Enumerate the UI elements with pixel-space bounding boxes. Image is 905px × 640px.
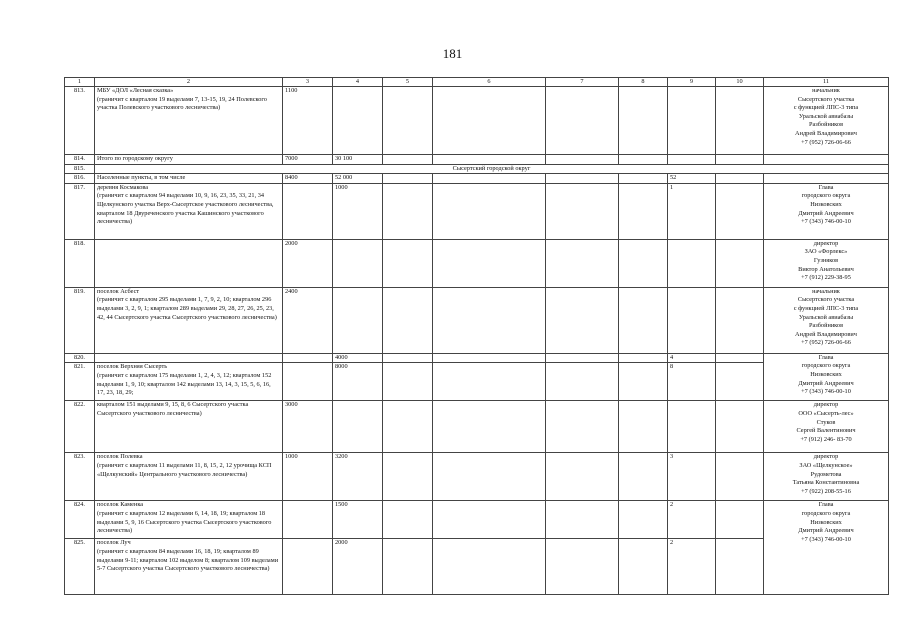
cell-col10 bbox=[716, 155, 764, 165]
cell-col7 bbox=[546, 174, 619, 184]
cell-col5 bbox=[383, 155, 433, 165]
table-row bbox=[65, 501, 889, 539]
cell-col4: 1500 bbox=[333, 501, 383, 539]
cell-col6 bbox=[433, 539, 546, 595]
responsible-contact: директор ООО «Сысерть-лес» Стуков Сергей Валентинович +7 (912) 246- 83-70 bbox=[764, 401, 889, 453]
cell-col6 bbox=[433, 353, 546, 363]
cell-col10 bbox=[716, 453, 764, 501]
cell-col7 bbox=[546, 353, 619, 363]
settlement-description: кварталом 151 выделами 9, 15, 8, 6 Сысертского участка Сысертского участкового лесничества) bbox=[95, 401, 283, 453]
settlement-description: МБУ «ДОЛ «Лесная сказка» (граничит с кварталом 19 выделами 7, 13-15, 19, 24 Полевского участка Полевского участкового лесничества) bbox=[95, 87, 283, 155]
cell-col8 bbox=[619, 353, 668, 363]
cell-col5 bbox=[383, 363, 433, 401]
row-number: 818. bbox=[65, 239, 95, 287]
settlement-description: Итого по городскому округу bbox=[95, 155, 283, 165]
cell-col8 bbox=[619, 174, 668, 184]
cell-col7 bbox=[546, 183, 619, 239]
column-header: 1 bbox=[65, 78, 95, 87]
cell-col5 bbox=[383, 353, 433, 363]
column-header: 6 bbox=[433, 78, 546, 87]
cell-col8 bbox=[619, 239, 668, 287]
cell-col3: 7000 bbox=[283, 155, 333, 165]
cell-col8 bbox=[619, 287, 668, 353]
header-row bbox=[65, 78, 889, 87]
column-header: 2 bbox=[95, 78, 283, 87]
column-header: 7 bbox=[546, 78, 619, 87]
cell-col8 bbox=[619, 539, 668, 595]
cell-col6 bbox=[433, 287, 546, 353]
row-number: 825. bbox=[65, 539, 95, 595]
cell-col3: 1100 bbox=[283, 87, 333, 155]
row-number: 819. bbox=[65, 287, 95, 353]
responsible-contact: директор ЗАО «Щелкунское» Рудометова Татьяна Константиновна +7 (922) 208-55-16 bbox=[764, 453, 889, 501]
table-row bbox=[65, 164, 889, 174]
cell-col4: 3200 bbox=[333, 453, 383, 501]
responsible-contact: директор ЗАО «Форлекс» Гузняков Виктор Анатольевич +7 (912) 229-38-95 bbox=[764, 239, 889, 287]
settlement-description: поселок Асбест (граничит с кварталом 295 выделами 1, 7, 9, 2, 10; кварталом 296 выделами 3, 2, 9, 1; кварталом 289 выделами 29, 28, 27, 26, 25, 23, 42, 44 Сысертского участка Сысертского участкового лесничества) bbox=[95, 287, 283, 353]
cell-col10 bbox=[716, 87, 764, 155]
table-row bbox=[65, 287, 889, 353]
cell-col5 bbox=[383, 453, 433, 501]
table-row bbox=[65, 453, 889, 501]
cell-col9 bbox=[668, 287, 716, 353]
table-row bbox=[65, 239, 889, 287]
cell-col7 bbox=[546, 453, 619, 501]
cell-col7 bbox=[546, 287, 619, 353]
responsible-contact: Глава городского округа Низковских Дмитрий Андреевич +7 (343) 746-00-10 bbox=[764, 183, 889, 239]
cell-col4: 52 000 bbox=[333, 174, 383, 184]
cell-col6 bbox=[433, 155, 546, 165]
cell-col7 bbox=[546, 501, 619, 539]
cell-col5 bbox=[383, 239, 433, 287]
row-number: 820. bbox=[65, 353, 95, 363]
cell-col7 bbox=[546, 239, 619, 287]
cell-col4: 2000 bbox=[333, 539, 383, 595]
row-number: 821. bbox=[65, 363, 95, 401]
settlement-description: поселок Луч (граничит с кварталом 84 выделами 16, 18, 19; кварталом 89 выделами 9-11; кварталом 102 выделом 8; кварталом 109 выделами 5-7 Сысертского участка Сысертского участкового лесничества) bbox=[95, 539, 283, 595]
table-row bbox=[65, 155, 889, 165]
cell-col9: 3 bbox=[668, 453, 716, 501]
settlement-description: поселок Верхняя Сысерть (граничит с кварталом 175 выделами 1, 2, 4, 3, 12; кварталом 152 выделами 1, 9, 10; кварталом 142 выделами 13, 14, 3, 15, 5, 6, 16, 17, 23, 18, 29; bbox=[95, 363, 283, 401]
cell-col3 bbox=[283, 353, 333, 363]
column-header: 3 bbox=[283, 78, 333, 87]
responsible-contact bbox=[764, 155, 889, 165]
cell-col9: 1 bbox=[668, 183, 716, 239]
cell-col3 bbox=[283, 539, 333, 595]
cell-col7 bbox=[546, 363, 619, 401]
cell-col9: 52 bbox=[668, 174, 716, 184]
page-number: 181 bbox=[442, 46, 463, 61]
cell-col9: 8 bbox=[668, 363, 716, 401]
cell-col5 bbox=[383, 174, 433, 184]
cell-col3: 8400 bbox=[283, 174, 333, 184]
cell-col6 bbox=[433, 174, 546, 184]
cell-col3: 3000 bbox=[283, 401, 333, 453]
cell-col6 bbox=[433, 453, 546, 501]
cell-col9: 2 bbox=[668, 501, 716, 539]
cell-col4: 30 100 bbox=[333, 155, 383, 165]
cell-col10 bbox=[716, 501, 764, 539]
settlement-description: деревня Космакова (граничит с кварталом 94 выделами 10, 9, 16, 23, 35, 33, 21, 34 Щелкунского участка Верх-Сысертское участкового лесничества, кварталом 18 Двуреченского участка Кашинского участкового лесничества) bbox=[95, 183, 283, 239]
cell-col5 bbox=[383, 501, 433, 539]
row-number: 817. bbox=[65, 183, 95, 239]
column-header: 9 bbox=[668, 78, 716, 87]
cell-col10 bbox=[716, 353, 764, 363]
cell-col9 bbox=[668, 155, 716, 165]
cell-col3: 1000 bbox=[283, 453, 333, 501]
settlement-description: поселок Каменка (граничит с кварталом 12 выделами 6, 14, 18, 19; кварталом 18 выделами 5, 9, 16 Сысертского участка Сысертского участкового лесничества) bbox=[95, 501, 283, 539]
cell-col3 bbox=[283, 183, 333, 239]
column-header: 5 bbox=[383, 78, 433, 87]
cell-col3 bbox=[283, 501, 333, 539]
column-header: 11 bbox=[764, 78, 889, 87]
cell-col5 bbox=[383, 539, 433, 595]
column-header: 10 bbox=[716, 78, 764, 87]
cell-col8 bbox=[619, 183, 668, 239]
row-number: 813. bbox=[65, 87, 95, 155]
row-number: 814. bbox=[65, 155, 95, 165]
cell-col10 bbox=[716, 401, 764, 453]
cell-col8 bbox=[619, 401, 668, 453]
cell-col6 bbox=[433, 363, 546, 401]
cell-col5 bbox=[383, 287, 433, 353]
responsible-contact: Глава городского округа Низковских Дмитрий Андреевич +7 (343) 746-00-10 bbox=[764, 501, 889, 595]
cell-col4 bbox=[333, 287, 383, 353]
cell-col4: 1000 bbox=[333, 183, 383, 239]
settlement-description bbox=[95, 239, 283, 287]
cell-col7 bbox=[546, 401, 619, 453]
row-number: 824. bbox=[65, 501, 95, 539]
cell-col7 bbox=[546, 539, 619, 595]
cell-col10 bbox=[716, 363, 764, 401]
cell-col4: 4000 bbox=[333, 353, 383, 363]
settlement-description bbox=[95, 353, 283, 363]
cell-col4 bbox=[333, 87, 383, 155]
cell-col3: 2400 bbox=[283, 287, 333, 353]
table-row bbox=[65, 87, 889, 155]
cell-col9 bbox=[668, 401, 716, 453]
responsible-contact: начальник Сысертского участка с функцией ЛПС-3 типа Уральской авиабазы Разбойников Андрей Владимирович +7 (952) 726-06-66 bbox=[764, 287, 889, 353]
responsible-contact: Глава городского округа Низковских Дмитрий Андреевич +7 (343) 746-00-10 bbox=[764, 353, 889, 401]
cell-col10 bbox=[716, 539, 764, 595]
cell-col8 bbox=[619, 87, 668, 155]
cell-col6 bbox=[433, 183, 546, 239]
cell-col9: 2 bbox=[668, 539, 716, 595]
cell-col10 bbox=[716, 183, 764, 239]
cell-col5 bbox=[383, 87, 433, 155]
cell-col3 bbox=[283, 363, 333, 401]
responsible-contact: начальник Сысертского участка с функцией ЛПС-3 типа Уральской авиабазы Разбойников Андрей Владимирович +7 (952) 726-06-66 bbox=[764, 87, 889, 155]
column-header: 8 bbox=[619, 78, 668, 87]
data-table bbox=[64, 77, 889, 595]
district-heading: Сысертский городской округ bbox=[95, 164, 889, 174]
row-number: 822. bbox=[65, 401, 95, 453]
cell-col6 bbox=[433, 401, 546, 453]
table-row bbox=[65, 174, 889, 184]
cell-col8 bbox=[619, 363, 668, 401]
row-number: 815. bbox=[65, 164, 95, 174]
cell-col7 bbox=[546, 87, 619, 155]
responsible-contact bbox=[764, 174, 889, 184]
cell-col7 bbox=[546, 155, 619, 165]
cell-col6 bbox=[433, 87, 546, 155]
cell-col8 bbox=[619, 155, 668, 165]
cell-col9 bbox=[668, 239, 716, 287]
table-row bbox=[65, 401, 889, 453]
cell-col4 bbox=[333, 401, 383, 453]
cell-col6 bbox=[433, 501, 546, 539]
cell-col8 bbox=[619, 501, 668, 539]
cell-col5 bbox=[383, 183, 433, 239]
cell-col10 bbox=[716, 174, 764, 184]
cell-col9 bbox=[668, 87, 716, 155]
row-number: 816. bbox=[65, 174, 95, 184]
cell-col10 bbox=[716, 239, 764, 287]
row-number: 823. bbox=[65, 453, 95, 501]
settlement-description: Населенные пункты, в том числе bbox=[95, 174, 283, 184]
cell-col4: 8000 bbox=[333, 363, 383, 401]
table-row bbox=[65, 353, 889, 363]
cell-col6 bbox=[433, 239, 546, 287]
cell-col3: 2000 bbox=[283, 239, 333, 287]
settlement-description: поселок Полевка (граничит с кварталом 11 выделами 11, 8, 15, 2, 12 урочища КСП «Щелкунский» Центрального участкового лесничества) bbox=[95, 453, 283, 501]
cell-col5 bbox=[383, 401, 433, 453]
cell-col4 bbox=[333, 239, 383, 287]
table-row bbox=[65, 183, 889, 239]
cell-col9: 4 bbox=[668, 353, 716, 363]
cell-col10 bbox=[716, 287, 764, 353]
cell-col8 bbox=[619, 453, 668, 501]
column-header: 4 bbox=[333, 78, 383, 87]
